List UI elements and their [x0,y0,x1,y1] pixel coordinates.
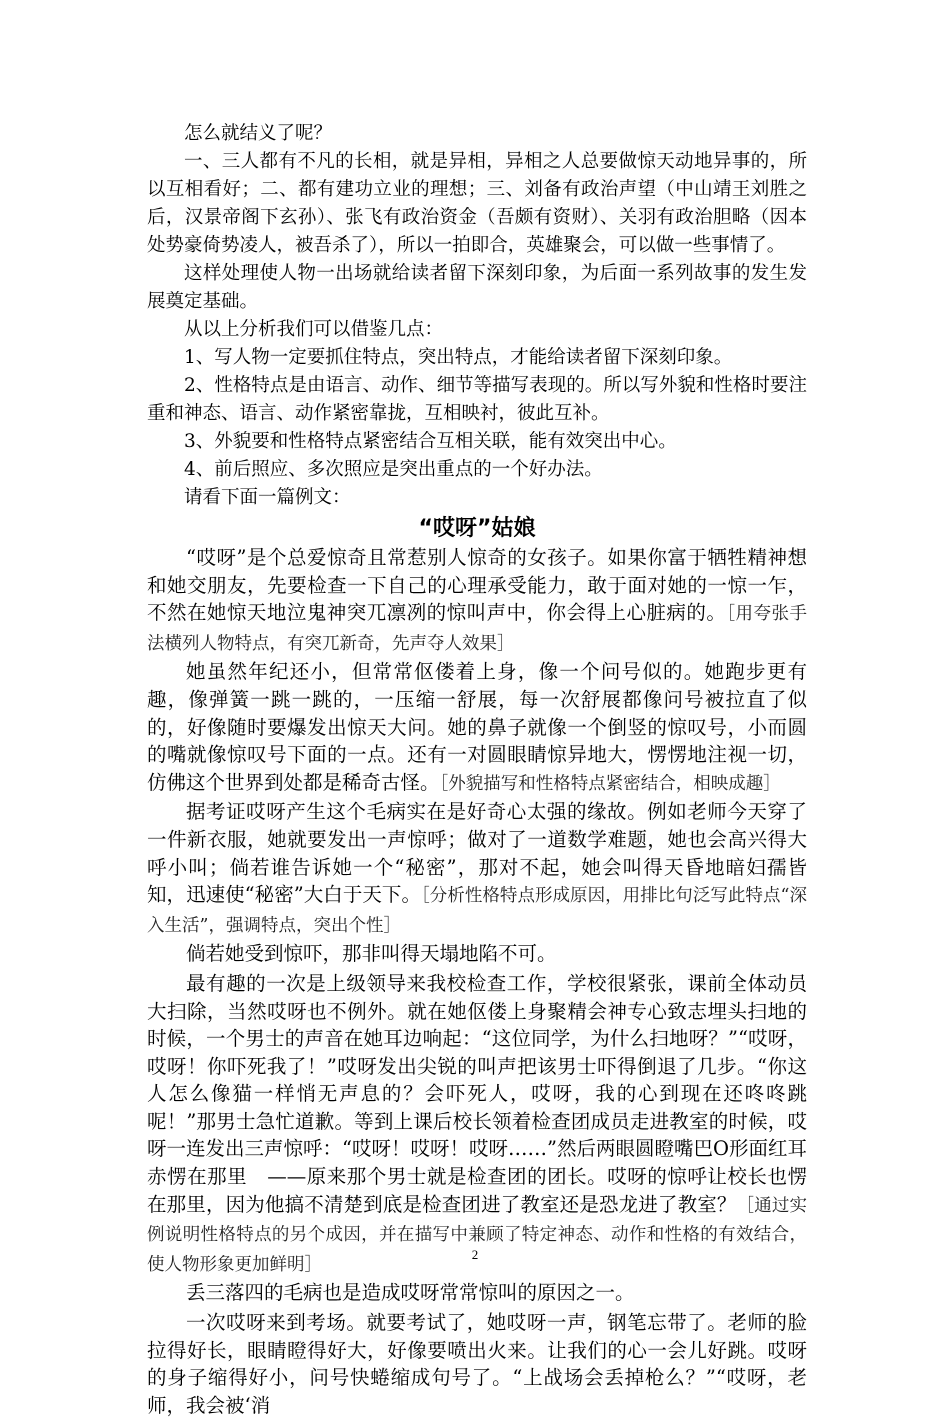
essay-title: “哎呀”姑娘 [418,516,536,541]
essay-paragraph [147,940,807,970]
list-item: 1、写人物一定要抓住特点，突出特点，才能给读者留下深刻印象。 [184,347,733,368]
paragraph-text: “哎呀”是个总爱惊奇且常惹别人惊奇的女孩子。如果你富于牺牲精神想和她交朋友，先要检查一下自己的心理承受能力，敢于面对她的一惊一乍，不然在她惊天地泣鬼神突兀凛冽的惊叫声中，你会得上心脏病的。 [147,546,807,625]
list-item: 3、外貌要和性格特点紧密结合互相关联，能有效突出中心。 [184,431,677,452]
intro-section [147,120,807,512]
essay-paragraph [147,544,807,658]
page-number: 2 [471,1247,479,1262]
paragraph: 这样处理使人物一出场就给读者留下深刻印象，为后面一系列故事的发生发展奠定基础。 [147,263,807,312]
paragraph-text: 据考证哎呀产生这个毛病实在是好奇心太强的缘故。例如老师今天穿了一件新衣服，她就要发出一声惊呼；做对了一道数学难题，她也会高兴得大呼小叫；倘若谁告诉她一个“秘密”，那对不起，她会叫得天昏地暗妇孺皆知，迅速使“秘密”大白于天下。 [147,800,807,907]
page-body [147,120,807,1421]
paragraph-text: 一次哎呀来到考场。就要考试了，她哎呀一声，钢笔忘带了。老师的脸拉得好长，眼睛瞪得好大，好像要喷出火来。让我们的心一会儿好跳。哎呀的身子缩得好小，问号快蜷缩成句号了。“上战场会丢掉枪么？”“哎呀，老师，我会被‘消 [147,1311,807,1417]
annotation: ［分析性格特点形成原因，用排比句泛写此特点“深入生活”，强调特点，突出个性］ [147,886,807,936]
list-item: 4、前后照应、多次照应是突出重点的一个好办法。 [184,459,603,480]
paragraph: 从以上分析我们可以借鉴几点： [184,319,444,340]
paragraph-text: 最有趣的一次是上级领导来我校检查工作，学校很紧张，课前全体动员大扫除，当然哎呀也不例外。就在她伛偻上身聚精会神专心致志埋头扫地的时候，一个男士的声音在她耳边响起：“这位同学，为什么扫地呀？”“哎呀，哎呀！你吓死我了！”哎呀发出尖锐的叫声把该男士吓得倒退了几步。“你这人怎么像猫一样悄无声息的？会吓死人，哎呀，我的心到现在还咚咚跳呢！”那男士急忙道歉。等到上课后校长领着检查团成员走进教室的时候，哎呀一连发出三声惊呼：“哎呀！哎呀！哎呀……”然后两眼圆瞪嘴巴O形面红耳赤愣在那里 ——原来那个男士就是检查团的团长。哎呀的惊呼让校长也愣在那里，因为他搞不清楚到底是检查团进了教室还是恐龙进了教室？ [147,971,807,1216]
paragraph: 一、三人都有不凡的长相，就是异相，异相之人总要做惊天动地异事的，所以互相看好；二、都有建功立业的理想；三、刘备有政治声望（中山靖王刘胜之后，汉景帝阁下玄孙）、张飞有政治资金（吾颇有资财）、关羽有政治胆略（因本处势豪倚势凌人，被吾杀了），所以一拍即合，英雄聚会，可以做一些事情了。 [147,151,807,256]
essay-body [147,544,807,1421]
essay-paragraph [147,1279,807,1309]
essay-paragraph [147,798,807,940]
paragraph-text: 丢三落四的毛病也是造成哎呀常常惊叫的原因之一。 [186,1281,635,1305]
paragraph-text: 她虽然年纪还小，但常常伛偻着上身，像一个问号似的。她跑步更有趣，像弹簧一跳一跳的，一压缩一舒展，每一次舒展都像问号被拉直了似的，好像随时要爆发出惊天大问。她的鼻子就像一个倒竖的惊叹号，小而圆的嘴就像惊叹号下面的一点。还有一对圆眼睛惊异地大，愣愣地注视一切，仿佛这个世界到处都是稀奇古怪。 [147,660,807,794]
annotation: ［外貌描写和性格特点紧密结合，相映成趣］ [439,773,781,794]
paragraph: 怎么就结义了呢？ [184,123,333,144]
essay-paragraph [147,658,807,798]
annotation: ［用夸张手法横列人物特点，有突兀新奇，先声夺人效果］ [147,604,807,654]
essay-paragraph [147,970,807,1280]
essay-paragraph [147,1309,807,1421]
annotation: ［通过实例说明性格特点的另个成因，并在描写中兼顾了特定神态、动作和性格的有效结合，使人物形象更加鲜明］ [147,1195,807,1275]
list-item: 2、性格特点是由语言、动作、细节等描写表现的。所以写外貌和性格时要注重和神态、语言、动作紧密靠拢，互相映衬，彼此互补。 [147,375,807,424]
paragraph-text: 倘若她受到惊吓，那非叫得天塌地陷不可。 [186,942,557,966]
paragraph: 请看下面一篇例文： [184,487,351,508]
